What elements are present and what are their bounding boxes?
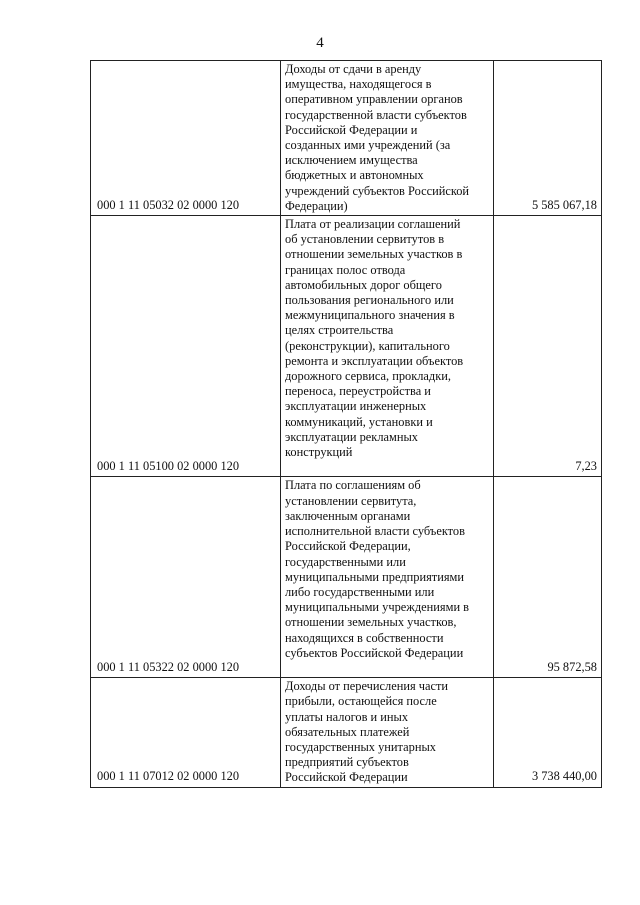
description-line: границах полос отвода [285,262,406,277]
amount-cell: 7,23 [494,216,602,477]
description-cell [281,678,494,787]
amount-cell: 5 585 067,18 [494,61,602,216]
description-line: бюджетных и автономных [285,168,424,183]
description-line: обязательных платежей [285,724,410,739]
table-row [91,61,602,216]
description-line: Федерации) [285,198,348,213]
description-line: Плата по соглашениям об [285,478,421,493]
description-line: коммуникаций, установки и [285,414,433,429]
description-line: имущества, находящегося в [285,77,432,92]
description-line: конструкций [285,445,353,460]
description-line: уплаты налогов и иных [285,709,409,724]
description-line: муниципальными учреждениями в [285,600,470,615]
description-line: эксплуатации инженерных [285,399,427,414]
description-line: Российской Федерации, [285,539,411,554]
description-line: отношении земельных участков в [285,247,463,262]
budget-code-cell: 000 1 11 05322 02 0000 120 [91,477,281,678]
description-line: эксплуатации рекламных [285,429,418,444]
description-line: автомобильных дорог общего [285,277,442,292]
description-line: (реконструкции), капитального [285,338,450,353]
description-line: пользования регионального или [285,293,454,308]
table-row [91,477,602,678]
description-line: об установлении сервитутов в [285,232,445,247]
budget-code-cell: 000 1 11 07012 02 0000 120 [91,678,281,787]
description-line: предприятий субъектов [285,755,409,770]
description-line: отношении земельных участков, [285,615,457,630]
table-row [91,216,602,477]
description-cell [281,216,494,477]
description-line [285,460,489,475]
description-cell [281,477,494,678]
description-line: муниципальными предприятиями [285,569,464,584]
description-line: исключением имущества [285,153,418,168]
description-line: Российской Федерации [285,770,408,785]
amount-cell: 95 872,58 [494,477,602,678]
budget-code-cell: 000 1 11 05100 02 0000 120 [91,216,281,477]
description-line: целях строительства [285,323,394,338]
description-line: прибыли, остающейся после [285,694,437,709]
revenue-table [90,60,602,788]
description-line: ремонта и эксплуатации объектов [285,353,464,368]
description-line: учреждений субъектов Российской [285,183,470,198]
description-line: либо государственными или [285,584,435,599]
description-line: Российской Федерации и [285,122,418,137]
description-line: установлении сервитута, [285,493,417,508]
description-line: Плата от реализации соглашений [285,217,461,232]
description-line: государственной власти субъектов [285,107,467,122]
description-line: переноса, переустройства и [285,384,431,399]
description-line: находящихся в собственности [285,630,444,645]
description-line: государственными или [285,554,406,569]
description-cell [281,61,494,216]
description-line: созданных ими учреждений (за [285,138,451,153]
description-line: субъектов Российской Федерации [285,645,464,660]
description-line: дорожного сервиса, прокладки, [285,369,451,384]
budget-code-cell: 000 1 11 05032 02 0000 120 [91,61,281,216]
description-line: государственных унитарных [285,739,436,754]
description-line [285,661,489,676]
description-line: межмуниципального значения в [285,308,455,323]
description-line: заключенным органами [285,508,411,523]
amount-cell: 3 738 440,00 [494,678,602,787]
description-line: оперативном управлении органов [285,92,463,107]
description-line: Доходы от сдачи в аренду [285,62,422,76]
table-row [91,678,602,787]
description-line: Доходы от перечисления части [285,679,449,694]
description-line: исполнительной власти субъектов [285,524,465,539]
page-number: 4 [316,35,324,51]
